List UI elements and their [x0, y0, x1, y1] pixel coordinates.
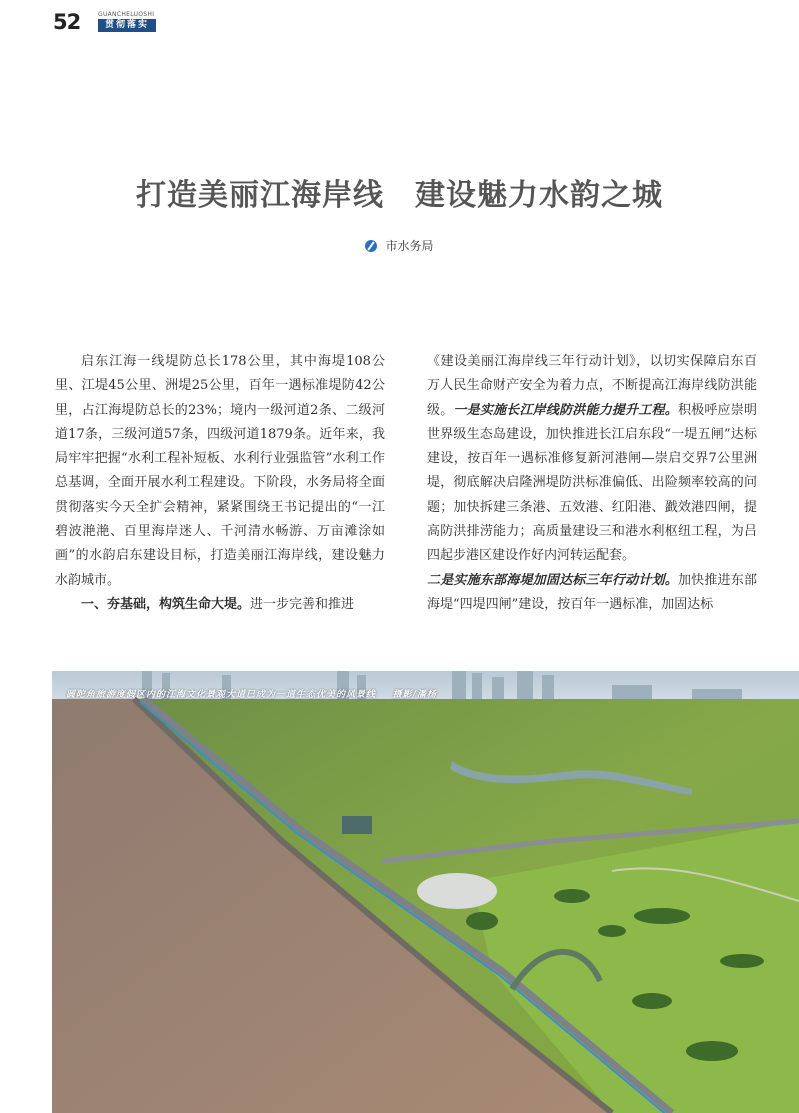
body-paragraph — [427, 350, 757, 569]
body-paragraph — [427, 569, 757, 618]
pavilion — [342, 816, 372, 834]
caption-text: 圆陀角旅游度假区内的江海文化景观大道已成为一道生态优美的风景线 — [66, 690, 377, 700]
section-text: 进一步完善和推进 — [250, 596, 355, 612]
section-pinyin: GUANCHELUOSHI — [98, 11, 155, 18]
photo-caption — [66, 687, 437, 700]
paragraph-text: 积极呼应崇明世界级生态岛建设，加快推进长江启东段“一堤五闸”达标建设，按百年一遇标准修复新河港闸—崇启交界7公里洲堤，彻底解决启隆洲堤防洪标准偏低、出险频率较高的问题；加快拆建三条港、五效港、红阳港、戤效港四闸，提高防洪排涝能力；高质量建设三和港水利枢纽工程，为吕四起步港区建设作好内河转运配套。 — [427, 402, 757, 564]
author-name: 市水务局 — [385, 239, 434, 253]
aerial-photo-illustration — [52, 671, 799, 1113]
item-heading: 一是实施长江岸线防洪能力提升工程。 — [453, 402, 678, 418]
item-heading: 二是实施东部海堤加固达标三年行动计划。 — [427, 572, 678, 588]
section-paragraph — [55, 593, 385, 617]
author-line — [0, 237, 799, 254]
aerial-photo — [52, 671, 799, 1113]
article-title: 打造美丽江海岸线 建设魅力水韵之城 — [136, 178, 663, 213]
section-heading: 一、夯基础，构筑生命大堤。 — [81, 596, 251, 612]
paragraph-text: 加快推进东部海堤“四堤四闸”建设，按百年一遇标准，加固达标 — [427, 572, 757, 612]
left-column — [55, 350, 385, 617]
body-paragraph: 启东江海一线堤防总长178公里，其中海堤108公里、江堤45公里、洲堤25公里，百年一遇标准堤防42公里，占江海堤防总长的23%；境内一级河道2条、二级河道17条，三级河道57条，四级河道1879条。近年来，我局牢牢把握“水利工程补短板、水利行业强监管”水利工作总基调，全面开展水利工程建设。下阶段，水务局将全面贯彻落实今天全扩会精神，紧紧围绕王书记提出的“一江碧波滟滟、百里海岸迷人、千河清水畅游、万亩滩涂如画”的水韵启东建设目标，打造美丽江海岸线，建设魅力水韵城市。 — [55, 354, 385, 588]
section-label: 贯彻落实 — [98, 19, 156, 32]
photo-credit: 摄影/潘杨 — [392, 690, 437, 700]
plaza — [417, 873, 497, 909]
page-number: 52 — [53, 10, 81, 34]
pen-icon — [365, 240, 377, 252]
paragraph-text: 《建设美丽江海岸线三年行动计划》，以切实保障启东百万人民生命财产安全为着力点，不断提高江海岸线防洪能级。 — [427, 354, 757, 418]
right-column — [427, 350, 757, 617]
